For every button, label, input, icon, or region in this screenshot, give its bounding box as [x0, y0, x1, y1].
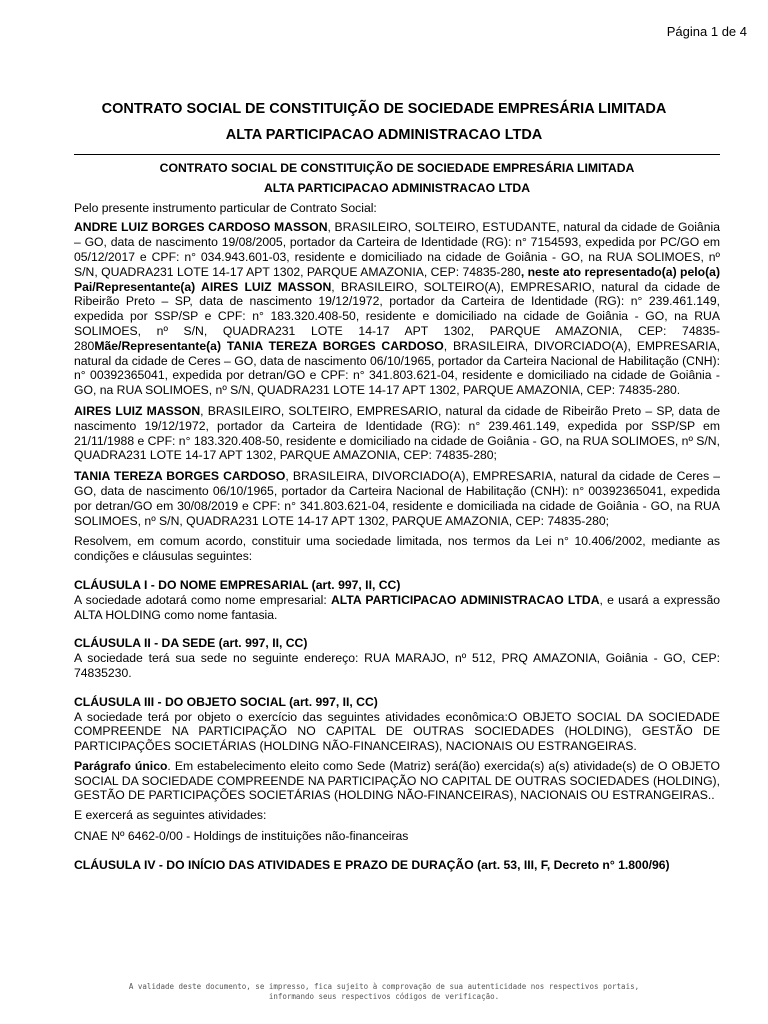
company-title: ALTA PARTICIPACAO ADMINISTRACAO LTDA — [225, 127, 543, 143]
clause4-heading-text: CLÁUSULA IV - DO INÍCIO DAS ATIVIDADES E PRAZO DE DURAÇÃO (art. 53, III, F, Decreto n° 1.800/96) — [74, 857, 670, 872]
partner1-rep-details: , BRASILEIRO, SOLTEIRO(A), EMPRESARIO, natural da cidade de Ribeirão Preto – SP, data de nascimento 19/12/1972, portador da Carteira de Identidade (RG): n° 239.461.149, expedida por SSP/SP e CPF: n° 183.320.408-50, residente e domiciliado na cidade de Goiânia - GO, na RUA SOLIMOES, nº S/N, QUADRA231 LOTE 14-17 APT 1302, PARQUE AMAZONIA, CEP: 74835-280 — [74, 279, 721, 353]
clause1-heading-text: CLÁUSULA I - DO NOME EMPRESARIAL (art. 997, II, CC) — [74, 577, 401, 592]
partner2-name: AIRES LUIZ MASSON — [74, 403, 201, 418]
paragraph-unico-label: Parágrafo único — [74, 758, 168, 773]
clause2-text: A sociedade terá sua sede no seguinte endereço: RUA MARAJO, nº 512, PRQ AMAZONIA, Goiânia - GO, CEP: 74835230. — [74, 651, 720, 680]
clause3-text: A sociedade terá por objeto o exercício das seguintes atividades econômica:O OBJETO SOCIAL DA SOCIEDADE COMPREENDE NA PARTICIPAÇÃO NO CAPITAL DE OUTRAS SOCIEDADES (HOLDING), GESTÃO DE PARTICIPAÇÕES SOCIETÁRIAS (HOLDING NÃO-FINANCEIRAS), NACIONAIS OU ESTRANGEIRAS. — [74, 709, 720, 754]
page-number: Página 1 de 4 — [666, 24, 747, 39]
subtitle-line2: ALTA PARTICIPACAO ADMINISTRACAO LTDA — [263, 180, 531, 195]
partner1-name: ANDRE LUIZ BORGES CARDOSO MASSON — [74, 220, 328, 235]
activities-intro: E exercerá as seguintes atividades: — [74, 808, 267, 823]
partner1-paragraph — [74, 220, 720, 398]
partner1-mae-label: Mãe/Representante(a) — [94, 338, 227, 353]
footer-line2: informando seus respectivos códigos de verificação. — [268, 992, 500, 1001]
partner2-details: , BRASILEIRO, SOLTEIRO, EMPRESARIO, natural da cidade de Ribeirão Preto – SP, data de nascimento 19/12/1972, portador da Carteira de Identidade (RG): n° 239.461.149, expedida por SSP/SP em 21/11/1988 e CPF: n° 183.320.408-50, residente e domiciliado na cidade de Goiânia - GO, na RUA SOLIMOES, nº S/N, QUADRA231 LOTE 14-17 APT 1302, PARQUE AMAZONIA, CEP: 74835-280; — [74, 403, 721, 463]
clause2-heading-text: CLÁUSULA II - DA SEDE (art. 997, II, CC) — [74, 636, 308, 651]
validation-footer — [0, 982, 768, 1002]
footer-line1: A validade deste documento, se impresso, fica sujeito à comprovação de sua autenticidade nos respectivos portais, — [128, 982, 640, 991]
partner2-paragraph — [74, 404, 720, 463]
clause4-heading — [74, 858, 720, 873]
partner3-details: , BRASILEIRA, DIVORCIADO(A), EMPRESARIA, natural da cidade de Ceres – GO, data de nascimento 06/10/1965, portador da Carteira Nacional de Habilitação (CNH): n° 00392365041, expedida por detran/GO em 30/08/2019 e CPF: n° 341.803.621-04, residente e domiciliada na cidade de Goiânia - GO, na RUA SOLIMOES, nº S/N, QUADRA231 LOTE 14-17 APT 1302, PARQUE AMAZONIA, CEP: 74835-280; — [74, 469, 720, 528]
clause3-heading-text: CLÁUSULA III - DO OBJETO SOCIAL (art. 997, II, CC) — [74, 694, 378, 709]
partner1-mae-details: , BRASILEIRA, DIVORCIADO(A), EMPRESARIA, natural da cidade de Ceres – GO, data de nascimento 06/10/1965, portador da Carteira Nacional de Habilitação (CNH): n° 00392365041, expedida por detran/GO e CPF: n° 341.803.621-04, residente e domiciliado na cidade de Goiânia - GO, na RUA SOLIMOES, nº S/N, QUADRA231 LOTE 14-17 APT 1302, PARQUE AMAZONIA, CEP: 74835-280. — [74, 338, 721, 398]
partner1-rep-name: AIRES LUIZ MASSON — [201, 279, 332, 294]
document-title: CONTRATO SOCIAL DE CONSTITUIÇÃO DE SOCIEDADE EMPRESÁRIA LIMITADA — [101, 101, 667, 117]
clause1-company-name: ALTA PARTICIPACAO ADMINISTRACAO LTDA — [330, 592, 600, 607]
contract-body — [74, 161, 720, 873]
clause2-heading — [74, 636, 720, 651]
cnae-line: CNAE Nº 6462-0/00 - Holdings de instituições não-financeiras — [74, 829, 409, 844]
clause3-paragraph-unico — [74, 759, 720, 803]
partner1-details: , BRASILEIRO, SOLTEIRO, ESTUDANTE, natural da cidade de Goiânia – GO, data de nascimento 19/08/2005, portador da Carteira de Identidade (RG): n° 7154593, expedida por PC/GO em 05/12/2017 e CPF: n° 034.943.601-03, residente e domiciliado na cidade de Goiânia - GO, na RUA SOLIMOES, nº S/N, QUADRA231 LOTE 14-17 APT 1302, PARQUE AMAZONIA, CEP: 74835-280 — [74, 220, 720, 279]
clause1-text — [74, 593, 720, 623]
subtitle-line1: CONTRATO SOCIAL DE CONSTITUIÇÃO DE SOCIEDADE EMPRESÁRIA LIMITADA — [159, 161, 635, 175]
resolution-paragraph: Resolvem, em comum acordo, constituir uma sociedade limitada, nos termos da Lei n° 10.406/2002, mediante as condições e cláusulas seguintes: — [74, 534, 720, 564]
title-divider — [74, 154, 720, 155]
paragraph-unico-text: . Em estabelecimento eleito como Sede (Matriz) será(ão) exercida(s) a(s) atividade(s) de O OBJETO SOCIAL DA SOCIEDADE COMPREENDE NA PARTICIPAÇÃO NO CAPITAL DE OUTRAS SOCIEDADES (HOLDING), GESTÃO DE PARTICIPAÇÕES SOCIETÁRIAS (HOLDING NÃO-FINANCEIRAS), NACIONAIS OU ESTRANGEIRAS.. — [74, 758, 720, 803]
clause3-heading — [74, 695, 720, 710]
clause1-heading — [74, 578, 720, 593]
clause1-text-after: , e usará a expressão ALTA HOLDING como nome fantasia. — [74, 592, 720, 622]
partner1-mae-name: TANIA TEREZA BORGES CARDOSO — [226, 338, 444, 353]
partner1-rep-label: , neste ato representado(a) pelo(a) Pai/Representante(a) — [74, 264, 721, 294]
clause1-text-before: A sociedade adotará como nome empresarial: — [74, 592, 331, 607]
partner3-name: TANIA TEREZA BORGES CARDOSO — [74, 469, 286, 484]
intro-paragraph: Pelo presente instrumento particular de Contrato Social: — [74, 200, 377, 215]
partner3-paragraph — [74, 469, 720, 528]
